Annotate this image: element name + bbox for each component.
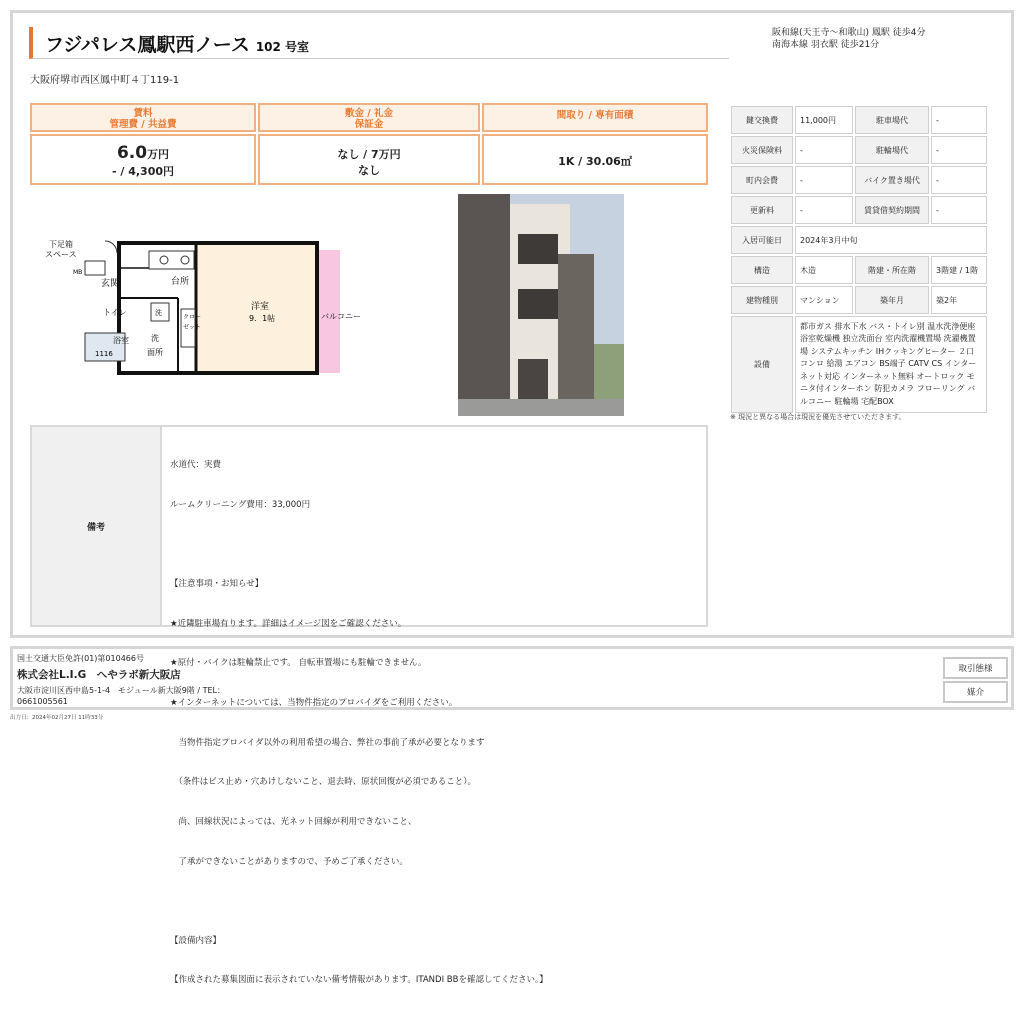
notes-line: 了承ができないことがありますので、予めご了承ください。 bbox=[170, 856, 408, 867]
fp-balcony-label: バルコニー bbox=[321, 312, 361, 321]
deposit-header-label: 敷金 / 礼金 bbox=[344, 108, 394, 119]
notes-line: 【注意事項・お知らせ】 bbox=[170, 579, 264, 590]
deposit-value: なし / 7万円 bbox=[337, 148, 401, 161]
notes-line: ルームクリーニング費用：33,000円 bbox=[170, 500, 311, 511]
ground bbox=[458, 399, 624, 416]
window-middle bbox=[518, 289, 558, 319]
fp-space-label: スペース bbox=[45, 250, 77, 259]
license-number: 国土交通大臣免許(01)第010466号 bbox=[17, 654, 144, 663]
notes-line: ★原付・バイクは駐輪禁止です。 自転車置場にも駐輪できません。 bbox=[170, 658, 427, 669]
fp-western-label: 洋室 bbox=[251, 302, 270, 312]
rent-header bbox=[30, 103, 256, 132]
spec-value: 2024年3月中旬 bbox=[795, 226, 987, 254]
company-address-line: 大阪市淀川区西中島5-1-4 モジュール新大阪9階 / TEL： bbox=[17, 686, 225, 695]
equipment-list: 都市ガス 排水下水 バス・トイレ別 温水洗浄便座 浴室乾燥機 独立洗面台 室内洗濯機置場 洗濯機置場 システムキッチン IHクッキングヒーター ２口コンロ 給湯 エアコン BS端子 CATV CS インターネット対応 インターネット無料 オートロック モニタ付インターホン 防犯カメラ フローリング バルコニー 駐輪場 宅配BOX bbox=[795, 316, 987, 413]
rent-unit: 万円 bbox=[147, 148, 170, 161]
spec-key: 入居可能日 bbox=[731, 226, 793, 254]
fp-wm-label: 洗 bbox=[155, 309, 162, 317]
property-address: 大阪府堺市西区鳳中町４丁119-1 bbox=[30, 75, 180, 86]
spec-row bbox=[731, 166, 987, 194]
window-upper bbox=[518, 234, 558, 264]
station-line-2: 南海本線 羽衣駅 徒歩21分 bbox=[772, 40, 880, 50]
spec-key: 町内会費 bbox=[731, 166, 793, 194]
spec-key: 駐輪場代 bbox=[855, 136, 929, 164]
building-left-wall bbox=[458, 194, 510, 416]
spec-value: - bbox=[931, 106, 987, 134]
deposit-header bbox=[258, 103, 480, 132]
station-line-1: 阪和線(天王寺～和歌山) 鳳駅 徒歩4分 bbox=[772, 28, 926, 38]
fp-bath-size: 1116 bbox=[95, 350, 113, 358]
mgmt-header-label: 管理費 / 共益費 bbox=[109, 119, 177, 130]
spec-key: 火災保険料 bbox=[731, 136, 793, 164]
spec-value: 築2年 bbox=[931, 286, 987, 314]
notes-line: 【設備内容】 bbox=[170, 935, 222, 946]
printed-timestamp: 出力日：2024年02月27日 11時33分 bbox=[10, 715, 104, 721]
notes-line: （条件はビス止め・穴あけしないこと、退去時、原状回復が必須であること）。 bbox=[170, 777, 477, 788]
spec-key: バイク置き場代 bbox=[855, 166, 929, 194]
spec-value: 11,000円 bbox=[795, 106, 853, 134]
spec-value: 3階建 / 1階 bbox=[931, 256, 987, 284]
spec-row bbox=[731, 196, 987, 224]
notes-text bbox=[170, 433, 704, 1014]
spec-key: 鍵交換費 bbox=[731, 106, 793, 134]
station-access bbox=[772, 27, 925, 51]
rent-value: 6.0 bbox=[116, 143, 148, 163]
spec-row bbox=[731, 286, 987, 314]
fp-toilet-label: トイレ bbox=[103, 308, 127, 317]
footer bbox=[10, 646, 1014, 710]
fp-tatami-label: 9．1帖 bbox=[249, 314, 276, 323]
layout-header: 間取り / 専有面積 bbox=[482, 103, 708, 132]
price-summary bbox=[30, 103, 708, 185]
layout-column bbox=[482, 103, 708, 185]
rent-header-label: 賃料 bbox=[133, 108, 153, 119]
fp-bath-label: 浴室 bbox=[113, 336, 129, 345]
guarantee-value: なし bbox=[358, 164, 380, 177]
fp-kitchen-label: 台所 bbox=[171, 277, 190, 287]
fp-entrance-label: 玄関 bbox=[101, 279, 120, 289]
spec-value: - bbox=[795, 166, 853, 194]
building-side-wall bbox=[558, 254, 594, 416]
entrance-door-icon bbox=[105, 241, 117, 253]
fp-wash-label-2: 面所 bbox=[147, 348, 163, 357]
fp-shoes-label: 下足箱 bbox=[49, 240, 73, 249]
layout-value-box bbox=[482, 134, 708, 185]
shoe-box bbox=[85, 261, 105, 275]
deposit-value-box bbox=[258, 134, 480, 185]
spec-row bbox=[731, 136, 987, 164]
notes-line bbox=[170, 539, 704, 552]
property-title bbox=[45, 30, 309, 57]
company-tel: 0661005561 bbox=[17, 697, 68, 706]
trade-type-value: 媒介 bbox=[943, 681, 1008, 703]
spec-key: 設備 bbox=[731, 316, 793, 413]
notes-line: 尚、回線状況によっては、光ネット回線が利用できないこと、 bbox=[170, 816, 417, 827]
fp-closet-label-2: ゼット bbox=[183, 324, 201, 331]
mgmt-value: - / 4,300円 bbox=[111, 165, 175, 178]
guarantee-header-label: 保証金 bbox=[354, 119, 384, 130]
property-name: フジパレス鳳駅西ノース bbox=[45, 34, 250, 56]
spec-note: ※ 現況と異なる場合は現況を優先させていただきます。 bbox=[730, 413, 906, 421]
notes-line: 当物件指定プロバイダ以外の利用希望の場合、弊社の事前了承が必要となります bbox=[170, 737, 485, 748]
deposit-column bbox=[258, 103, 480, 185]
fp-mb-label: MB bbox=[73, 269, 83, 276]
spec-value: マンション bbox=[795, 286, 853, 314]
fp-closet-label-1: クロー bbox=[183, 314, 202, 321]
spec-value: 木造 bbox=[795, 256, 853, 284]
spec-key: 構造 bbox=[731, 256, 793, 284]
notes-label: 備考 bbox=[32, 427, 162, 625]
notes-line: ★インターネットについては、当物件指定のプロバイダをご利用ください。 bbox=[170, 698, 458, 709]
spec-key: 更新料 bbox=[731, 196, 793, 224]
spec-key: 建物種別 bbox=[731, 286, 793, 314]
spec-key: 駐車場代 bbox=[855, 106, 929, 134]
title-bar bbox=[29, 27, 729, 59]
notes-line bbox=[170, 895, 704, 908]
floor-plan bbox=[33, 213, 373, 388]
spec-table bbox=[729, 104, 989, 415]
spec-row bbox=[731, 256, 987, 284]
spec-key: 賃貸借契約期間 bbox=[855, 196, 929, 224]
rent-column bbox=[30, 103, 256, 185]
building-photo bbox=[458, 194, 624, 416]
spec-row bbox=[731, 226, 987, 254]
rent-value-box bbox=[30, 134, 256, 185]
spec-key: 階建・所在階 bbox=[855, 256, 929, 284]
fp-wash-label-1: 洗 bbox=[151, 334, 159, 343]
notes-line: 【作成された募集図面に表示されていない備考情報があります。ITANDI BBを確認してください。】 bbox=[170, 975, 548, 986]
spec-value: - bbox=[931, 196, 987, 224]
spec-key: 築年月 bbox=[855, 286, 929, 314]
spec-value: - bbox=[931, 166, 987, 194]
spec-value: - bbox=[931, 136, 987, 164]
room-number: 102 号室 bbox=[255, 40, 310, 54]
spec-value: - bbox=[795, 136, 853, 164]
spec-value: - bbox=[795, 196, 853, 224]
notes-line: ★近隣駐車場有ります。詳細はイメージ図をご確認ください。 bbox=[170, 618, 407, 629]
company-address bbox=[17, 685, 257, 707]
notes-line: 水道代：実費 bbox=[170, 460, 222, 471]
company-name: 株式会社L.I.G へやラボ新大阪店 bbox=[17, 669, 181, 681]
trade-type-label: 取引態様 bbox=[943, 657, 1008, 679]
spec-row bbox=[731, 106, 987, 134]
spec-row bbox=[731, 316, 987, 413]
layout-value: 1K / 30.06㎡ bbox=[558, 155, 632, 168]
